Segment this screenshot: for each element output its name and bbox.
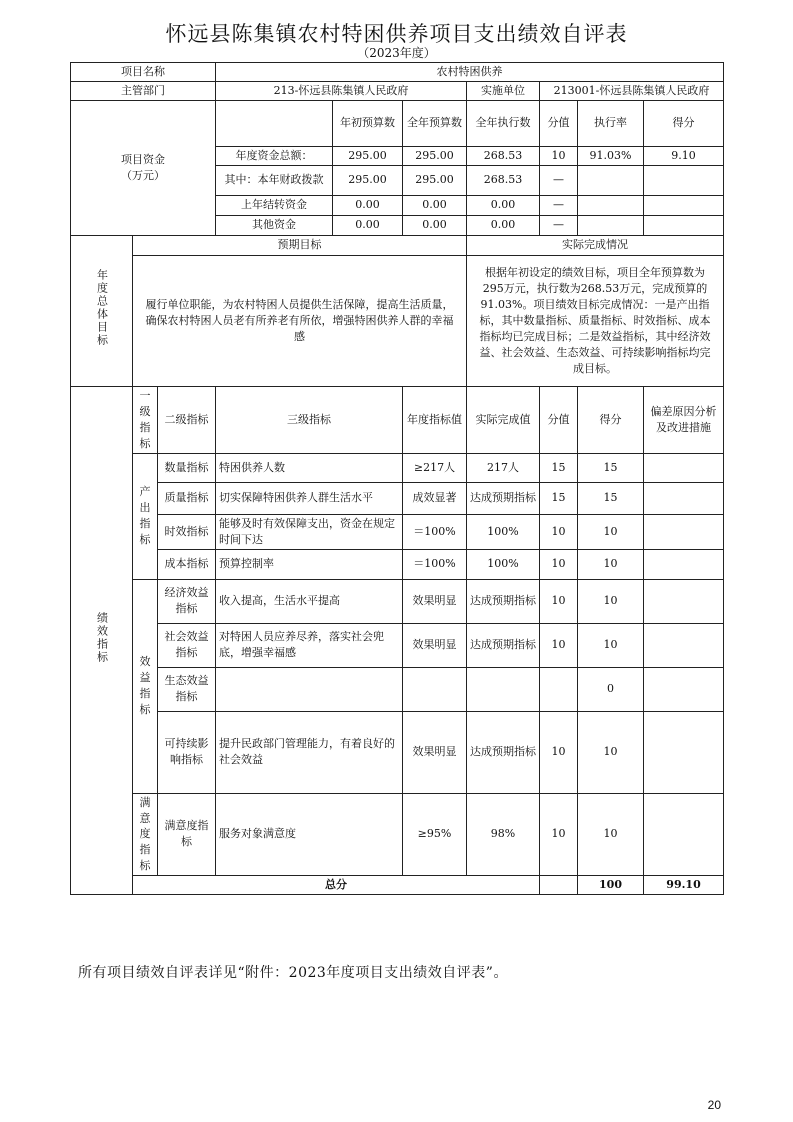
perf-level2: 社会效益指标 xyxy=(158,623,216,667)
funds-header: 全年预算数 xyxy=(403,100,467,146)
perf-level3 xyxy=(216,667,403,711)
perf-target: 效果明显 xyxy=(403,711,467,793)
perf-score: 10 xyxy=(540,793,578,876)
funds-row-name: 其中：本年财政拨款 xyxy=(216,165,333,195)
perf-got: 10 xyxy=(578,793,644,876)
goals-label: 年度总体目标 xyxy=(71,235,133,386)
perf-group-benefit: 效益指标 xyxy=(133,579,158,793)
funds-header: 执行率 xyxy=(578,100,644,146)
perf-reason xyxy=(644,549,724,579)
perf-level3: 收入提高，生活水平提高 xyxy=(216,579,403,623)
dept-row xyxy=(71,81,724,100)
perf-score xyxy=(540,667,578,711)
funds-got xyxy=(644,215,724,235)
total-row xyxy=(71,876,724,895)
perf-row xyxy=(71,453,724,482)
funds-rate xyxy=(578,165,644,195)
perf-target: 效果明显 xyxy=(403,579,467,623)
perf-row xyxy=(71,514,724,549)
perf-row xyxy=(71,482,724,514)
perf-label: 绩效指标 xyxy=(71,386,133,894)
funds-rate: 91.03% xyxy=(578,146,644,165)
project-name-label: 项目名称 xyxy=(71,63,216,82)
funds-header: 年初预算数 xyxy=(333,100,403,146)
perf-level2: 满意度指标 xyxy=(158,793,216,876)
perf-actual: 达成预期指标 xyxy=(467,623,540,667)
funds-row-name: 上年结转资金 xyxy=(216,195,333,215)
perf-score: 10 xyxy=(540,711,578,793)
perf-header-score: 分值 xyxy=(540,386,578,453)
perf-row xyxy=(71,711,724,793)
funds-initial: 295.00 xyxy=(333,146,403,165)
total-label: 总分 xyxy=(133,876,540,895)
perf-header-level3: 三级指标 xyxy=(216,386,403,453)
funds-header: 全年执行数 xyxy=(467,100,540,146)
perf-row xyxy=(71,623,724,667)
expected-goal-header: 预期目标 xyxy=(133,235,467,255)
perf-got: 10 xyxy=(578,549,644,579)
funds-annual: 295.00 xyxy=(403,146,467,165)
perf-level2: 生态效益指标 xyxy=(158,667,216,711)
funds-score: — xyxy=(540,165,578,195)
perf-level2: 可持续影响指标 xyxy=(158,711,216,793)
perf-actual: 100% xyxy=(467,549,540,579)
total-score: 100 xyxy=(578,876,644,895)
project-name-row xyxy=(71,63,724,82)
perf-score: 10 xyxy=(540,579,578,623)
perf-got: 10 xyxy=(578,514,644,549)
actual-completion-header: 实际完成情况 xyxy=(467,235,724,255)
funds-initial: 295.00 xyxy=(333,165,403,195)
funds-executed: 0.00 xyxy=(467,195,540,215)
perf-level3: 能够及时有效保障支出，资金在规定时间下达 xyxy=(216,514,403,549)
funds-header-blank xyxy=(216,100,333,146)
funds-annual: 0.00 xyxy=(403,195,467,215)
perf-row xyxy=(71,667,724,711)
funds-got xyxy=(644,195,724,215)
perf-header-actual: 实际完成值 xyxy=(467,386,540,453)
page-number: 20 xyxy=(707,1098,721,1112)
project-name-value: 农村特困供养 xyxy=(216,63,724,82)
perf-actual: 100% xyxy=(467,514,540,549)
funds-initial: 0.00 xyxy=(333,215,403,235)
funds-rate xyxy=(578,195,644,215)
perf-got: 10 xyxy=(578,623,644,667)
perf-actual: 98% xyxy=(467,793,540,876)
perf-score: 10 xyxy=(540,514,578,549)
goals-header-row xyxy=(71,235,724,255)
funds-row-name: 年度资金总额： xyxy=(216,146,333,165)
perf-level3: 切实保障特困供养人群生活水平 xyxy=(216,482,403,514)
perf-level3: 预算控制率 xyxy=(216,549,403,579)
actual-completion-text: 根据年初设定的绩效目标，项目全年预算数为295万元，执行数为268.53万元，完成预算的91.03%。项目绩效目标完成情况：一是产出指标，其中数量指标、质量指标、时效指标、成本指标均已完成目标；二是效益指标，其中经济效益、社会效益、生态效益、可持续影响指标均完成目标。 xyxy=(467,255,724,386)
perf-score: 10 xyxy=(540,549,578,579)
perf-got: 15 xyxy=(578,453,644,482)
funds-annual: 0.00 xyxy=(403,215,467,235)
perf-reason xyxy=(644,623,724,667)
perf-group-output: 产出指标 xyxy=(133,453,158,579)
funds-row-name: 其他资金 xyxy=(216,215,333,235)
funds-executed: 268.53 xyxy=(467,146,540,165)
perf-level3: 服务对象满意度 xyxy=(216,793,403,876)
perf-got: 0 xyxy=(578,667,644,711)
perf-level2: 经济效益指标 xyxy=(158,579,216,623)
perf-reason xyxy=(644,667,724,711)
perf-target: 效果明显 xyxy=(403,623,467,667)
funds-score: — xyxy=(540,215,578,235)
funds-header: 分值 xyxy=(540,100,578,146)
perf-reason xyxy=(644,514,724,549)
perf-actual: 达成预期指标 xyxy=(467,579,540,623)
perf-target xyxy=(403,667,467,711)
perf-actual: 达成预期指标 xyxy=(467,482,540,514)
total-blank xyxy=(540,876,578,895)
perf-header-got: 得分 xyxy=(578,386,644,453)
perf-reason xyxy=(644,579,724,623)
expected-goal-text: 履行单位职能，为农村特困人员提供生活保障，提高生活质量，确保农村特困人员老有所养老有所依，增强特困供养人群的幸福感 xyxy=(133,255,467,386)
perf-score: 10 xyxy=(540,623,578,667)
impl-label: 实施单位 xyxy=(467,81,540,100)
perf-target: ＝100% xyxy=(403,514,467,549)
perf-got: 15 xyxy=(578,482,644,514)
perf-reason xyxy=(644,482,724,514)
perf-target: ＝100% xyxy=(403,549,467,579)
perf-score: 15 xyxy=(540,453,578,482)
perf-actual: 217人 xyxy=(467,453,540,482)
funds-executed: 0.00 xyxy=(467,215,540,235)
funds-rate xyxy=(578,215,644,235)
perf-reason xyxy=(644,793,724,876)
funds-got: 9.10 xyxy=(644,146,724,165)
perf-target: 成效显著 xyxy=(403,482,467,514)
perf-reason xyxy=(644,711,724,793)
perf-level2: 成本指标 xyxy=(158,549,216,579)
dept-label: 主管部门 xyxy=(71,81,216,100)
perf-level2: 数量指标 xyxy=(158,453,216,482)
perf-header-row xyxy=(71,386,724,453)
perf-got: 10 xyxy=(578,579,644,623)
perf-level3: 提升民政部门管理能力，有着良好的社会效益 xyxy=(216,711,403,793)
perf-level2: 质量指标 xyxy=(158,482,216,514)
perf-level3: 对特困人员应养尽养，落实社会兜底，增强幸福感 xyxy=(216,623,403,667)
perf-score: 15 xyxy=(540,482,578,514)
funds-score: 10 xyxy=(540,146,578,165)
perf-target: ≥217人 xyxy=(403,453,467,482)
perf-row xyxy=(71,549,724,579)
funds-executed: 268.53 xyxy=(467,165,540,195)
perf-header-level2: 二级指标 xyxy=(158,386,216,453)
perf-actual: 达成预期指标 xyxy=(467,711,540,793)
perf-target: ≥95% xyxy=(403,793,467,876)
perf-level2: 时效指标 xyxy=(158,514,216,549)
perf-row xyxy=(71,793,724,876)
page-title: 怀远县陈集镇农村特困供养项目支出绩效自评表 xyxy=(165,22,628,46)
perf-group-satisfaction: 满意度指标 xyxy=(133,793,158,876)
funds-header-row xyxy=(71,100,724,146)
perf-level3: 特困供养人数 xyxy=(216,453,403,482)
perf-row xyxy=(71,579,724,623)
perf-reason xyxy=(644,453,724,482)
page-subtitle: （2023年度） xyxy=(357,46,436,60)
funds-annual: 295.00 xyxy=(403,165,467,195)
funds-header: 得分 xyxy=(644,100,724,146)
funds-score: — xyxy=(540,195,578,215)
self-evaluation-table xyxy=(70,62,724,895)
perf-header-reason: 偏差原因分析及改进措施 xyxy=(644,386,724,453)
dept-value: 213-怀远县陈集镇人民政府 xyxy=(216,81,467,100)
perf-header-level1: 一级指标 xyxy=(133,386,158,453)
goals-content-row xyxy=(71,255,724,386)
funds-label: 项目资金 （万元） xyxy=(71,100,216,235)
footer-note: 所有项目绩效自评表详见“附件：2023年度项目支出绩效自评表”。 xyxy=(78,965,508,981)
funds-initial: 0.00 xyxy=(333,195,403,215)
perf-got: 10 xyxy=(578,711,644,793)
perf-header-target: 年度指标值 xyxy=(403,386,467,453)
funds-got xyxy=(644,165,724,195)
impl-value: 213001-怀远县陈集镇人民政府 xyxy=(540,81,724,100)
total-got: 99.10 xyxy=(644,876,724,895)
perf-actual xyxy=(467,667,540,711)
